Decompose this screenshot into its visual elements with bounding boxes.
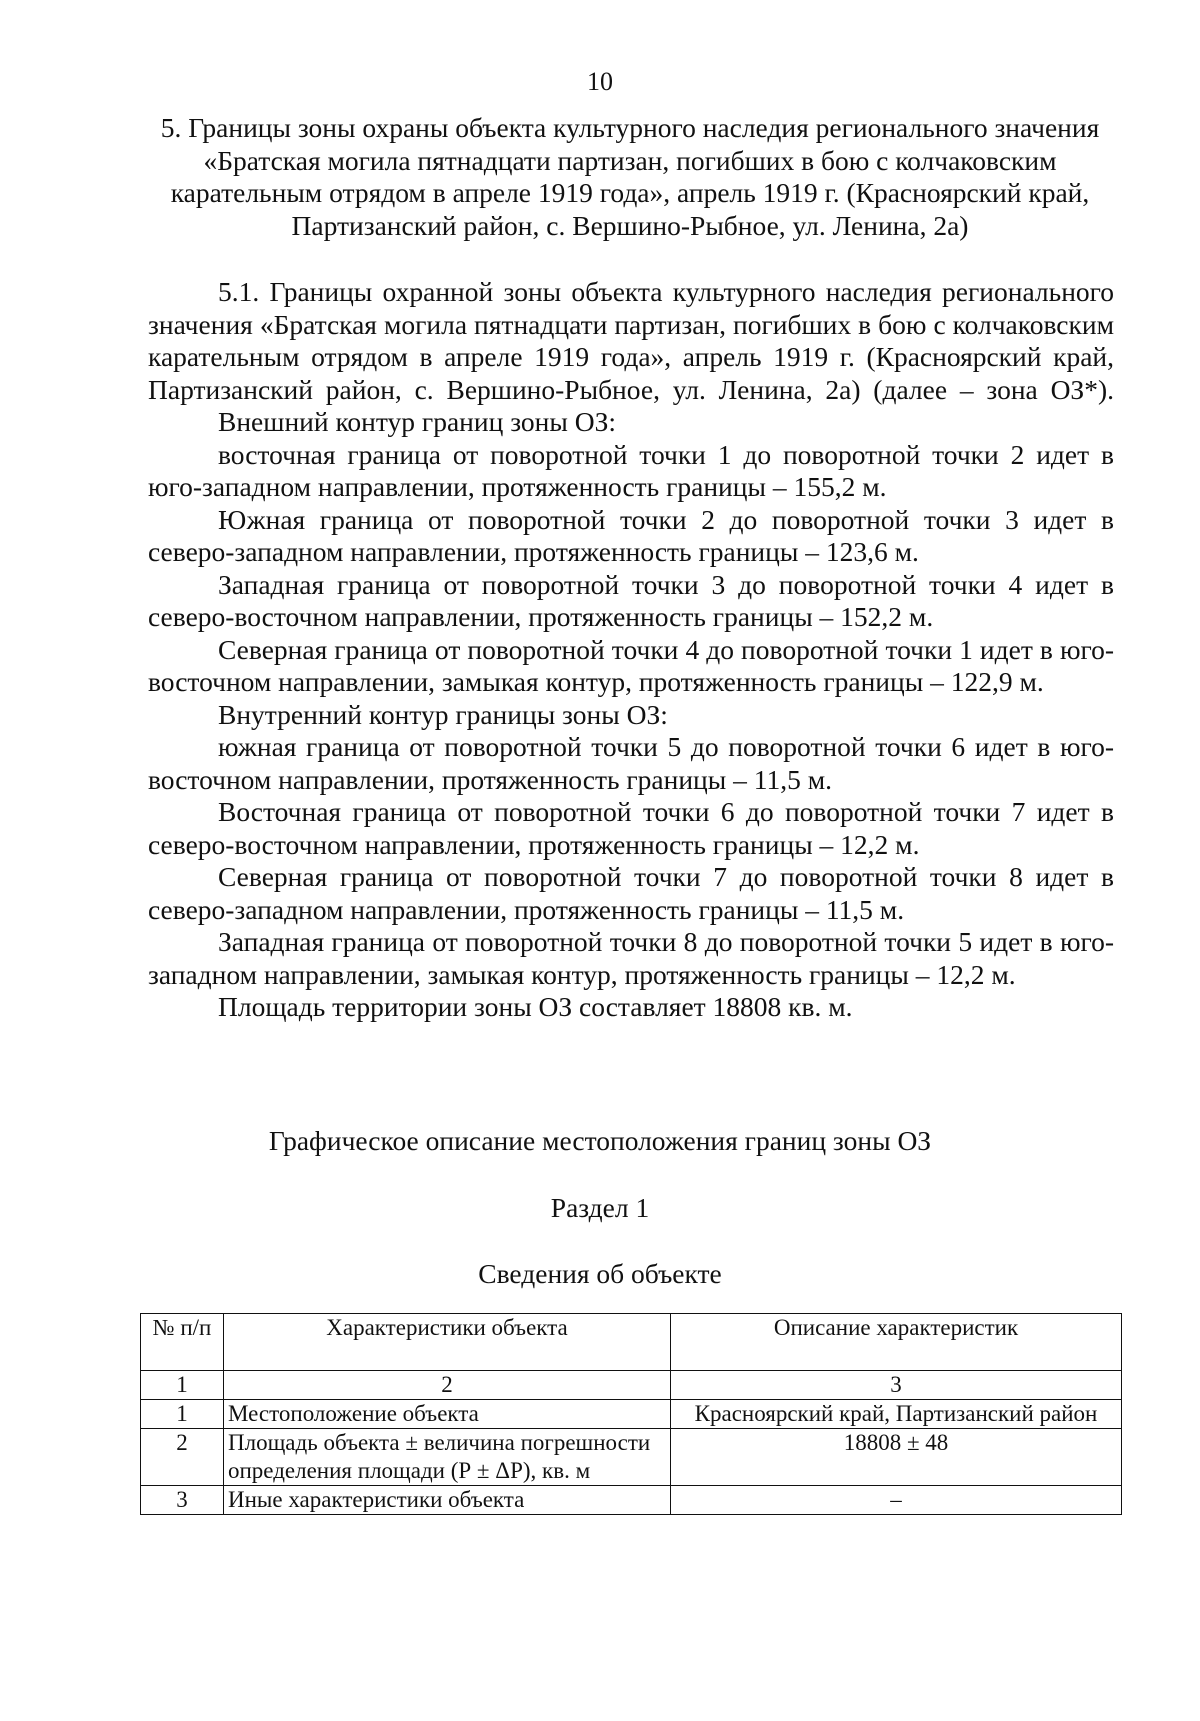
paragraph-west-boundary: Западная граница от поворотной точки 3 до поворотной точки 4 идет в северо-восточном направлении, протяженность границы – 152,2 м. bbox=[148, 568, 1114, 632]
paragraph-east-boundary: восточная граница от поворотной точки 1 до поворотной точки 2 идет в юго-западном направлении, протяженность границы – 155,2 м. bbox=[148, 438, 1114, 502]
paragraph-north-boundary: Северная граница от поворотной точки 4 до поворотной точки 1 идет в юго-восточном направлении, замыкая контур, протяженность границы – 122,9 м. bbox=[148, 633, 1114, 697]
section-title: Раздел 1 bbox=[550, 1192, 650, 1223]
row-number: 3 bbox=[141, 1486, 224, 1515]
index-cell: 1 bbox=[141, 1371, 224, 1400]
paragraph-inner-east-boundary: Восточная граница от поворотной точки 6 до поворотной точки 7 идет в северо-восточном направлении, протяженность границы – 12,2 м. bbox=[148, 796, 1114, 860]
paragraph-intro: 5.1. Границы охранной зоны объекта культурного наследия регионального значения «Братская могила пятнадцати партизан, погибших в бою с колчаковским карательным отрядом в апреле 1919 года», апрель 1919 г. (Красноярский край, Партизанский район, с. Вершино-Рыбное, ул. Ленина, 2а) (далее – зона ОЗ*). bbox=[148, 276, 1114, 405]
table-header-row bbox=[141, 1314, 1122, 1371]
paragraph-area: Площадь территории зоны ОЗ составляет 18808 кв. м. bbox=[218, 991, 853, 1022]
paragraph-inner-south-boundary: южная граница от поворотной точки 5 до поворотной точки 6 идет в юго-восточном направлении, протяженность границы – 11,5 м. bbox=[148, 731, 1114, 795]
table-row bbox=[141, 1486, 1122, 1515]
paragraph-inner-north-boundary: Северная граница от поворотной точки 7 до поворотной точки 8 идет в северо-западном направлении, протяженность границы – 11,5 м. bbox=[148, 861, 1114, 925]
index-cell: 2 bbox=[224, 1371, 671, 1400]
row-description: – bbox=[671, 1486, 1122, 1515]
row-number: 1 bbox=[141, 1400, 224, 1429]
row-number: 2 bbox=[141, 1429, 224, 1486]
row-characteristic: Площадь объекта ± величина погрешности определения площади (Р ± ΔР), кв. м bbox=[224, 1429, 671, 1486]
header-characteristics: Характеристики объекта bbox=[224, 1314, 671, 1371]
object-info-title: Сведения об объекте bbox=[478, 1258, 722, 1289]
section-heading: 5. Границы зоны охраны объекта культурного наследия регионального значения «Братская могила пятнадцати партизан, погибших в бою с колчаковским карательным отрядом в апреле 1919 года», апрель 1919 г. (Красноярский край, Партизанский район, с. Вершино-Рыбное, ул. Ленина, 2а) bbox=[160, 112, 1100, 241]
row-characteristic: Местоположение объекта bbox=[224, 1400, 671, 1429]
row-characteristic: Иные характеристики объекта bbox=[224, 1486, 671, 1515]
row-description: 18808 ± 48 bbox=[671, 1429, 1122, 1486]
paragraph-inner-contour-title: Внутренний контур границы зоны ОЗ: bbox=[218, 698, 668, 730]
table-row bbox=[141, 1429, 1122, 1486]
graphic-description-title: Графическое описание местоположения границ зоны ОЗ bbox=[268, 1125, 932, 1156]
body-text bbox=[148, 276, 1114, 1024]
index-cell: 3 bbox=[671, 1371, 1122, 1400]
header-description: Описание характеристик bbox=[671, 1314, 1122, 1371]
page-number: 10 bbox=[587, 67, 613, 96]
object-info-table bbox=[140, 1313, 1122, 1515]
table-index-row bbox=[141, 1371, 1122, 1400]
paragraph-south-boundary: Южная граница от поворотной точки 2 до поворотной точки 3 идет в северо-западном направлении, протяженность границы – 123,6 м. bbox=[148, 503, 1114, 567]
row-description: Красноярский край, Партизанский район bbox=[671, 1400, 1122, 1429]
header-number: № п/п bbox=[141, 1314, 224, 1371]
table-row bbox=[141, 1400, 1122, 1429]
paragraph-outer-contour-title: Внешний контур границ зоны ОЗ: bbox=[218, 406, 616, 437]
paragraph-inner-west-boundary: Западная граница от поворотной точки 8 до поворотной точки 5 идет в юго-западном направлении, замыкая контур, протяженность границы – 12,2 м. bbox=[148, 926, 1114, 990]
